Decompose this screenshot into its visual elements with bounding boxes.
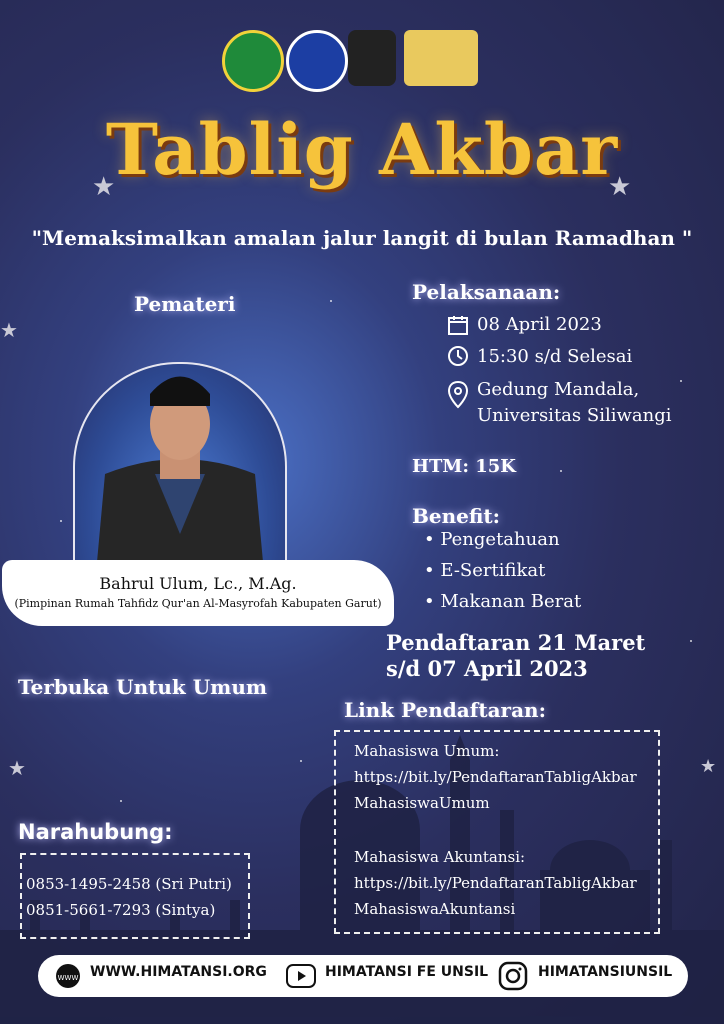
link-accounting-label: Mahasiswa Akuntansi:	[354, 848, 526, 866]
event-heading: Pelaksanaan:	[412, 280, 561, 304]
speaker-heading: Pemateri	[134, 292, 236, 316]
youtube-icon	[286, 964, 316, 988]
link-general-url-cont[interactable]: MahasiswaUmum	[354, 794, 490, 812]
footer-bar	[38, 955, 688, 997]
star-icon: ★	[0, 318, 18, 342]
location-icon	[447, 380, 469, 410]
footer-website[interactable]: WWW.HIMATANSI.ORG	[90, 964, 267, 980]
registration-period-line2: s/d 07 April 2023	[386, 656, 588, 681]
event-date: 08 April 2023	[477, 314, 602, 335]
star-icon: ★	[700, 756, 717, 777]
link-general-label: Mahasiswa Umum:	[354, 742, 500, 760]
clock-icon	[447, 345, 469, 367]
contact-2[interactable]: 0851-5661-7293 (Sintya)	[26, 901, 216, 919]
university-logo	[222, 30, 284, 92]
link-general-url[interactable]: https://bit.ly/PendaftaranTabligAkbar	[354, 768, 637, 786]
svg-text:WWW: WWW	[57, 974, 79, 982]
footer-youtube[interactable]: HIMATANSI FE UNSIL	[325, 964, 489, 980]
instagram-icon	[498, 961, 528, 991]
registration-period-line1: Pendaftaran 21 Maret	[386, 630, 646, 655]
footer-instagram[interactable]: HIMATANSIUNSIL	[538, 964, 673, 980]
speaker-name: Bahrul Ulum, Lc., M.Ag.	[99, 574, 297, 593]
ticket-price: HTM: 15K	[412, 456, 516, 477]
benefit-item: • Pengetahuan	[424, 529, 560, 550]
star-icon: ★	[8, 756, 26, 780]
links-heading: Link Pendaftaran:	[344, 698, 546, 722]
event-title: Tablig Akbar	[105, 108, 619, 191]
event-venue-line2: Universitas Siliwangi	[477, 405, 672, 426]
speaker-role: (Pimpinan Rumah Tahfidz Qur'an Al-Masyrofah Kabupaten Garut)	[14, 597, 382, 610]
benefit-heading: Benefit:	[412, 504, 501, 528]
speaker-card	[2, 560, 394, 626]
star-icon: ★	[92, 172, 116, 202]
links-box	[334, 730, 660, 934]
link-accounting-url-cont[interactable]: MahasiswaAkuntansi	[354, 900, 516, 918]
contact-1[interactable]: 0853-1495-2458 (Sri Putri)	[26, 875, 232, 893]
open-to-public: Terbuka Untuk Umum	[18, 675, 268, 699]
speaker-photo	[73, 362, 287, 584]
star-icon: ★	[608, 172, 632, 202]
kabinet-logo	[348, 30, 396, 86]
globe-icon	[54, 962, 82, 990]
benefit-item: • E-Sertifikat	[424, 560, 546, 581]
contact-box	[20, 853, 250, 939]
benefit-item: • Makanan Berat	[424, 591, 582, 612]
ramadan-logo	[404, 30, 478, 86]
event-venue-line1: Gedung Mandala,	[477, 379, 640, 400]
contact-heading: Narahubung:	[18, 820, 173, 844]
himatansi-logo	[286, 30, 348, 92]
calendar-icon	[447, 314, 469, 336]
event-tagline: "Memaksimalkan amalan jalur langit di bulan Ramadhan "	[31, 226, 693, 250]
event-time: 15:30 s/d Selesai	[477, 346, 633, 367]
link-accounting-url[interactable]: https://bit.ly/PendaftaranTabligAkbar	[354, 874, 637, 892]
